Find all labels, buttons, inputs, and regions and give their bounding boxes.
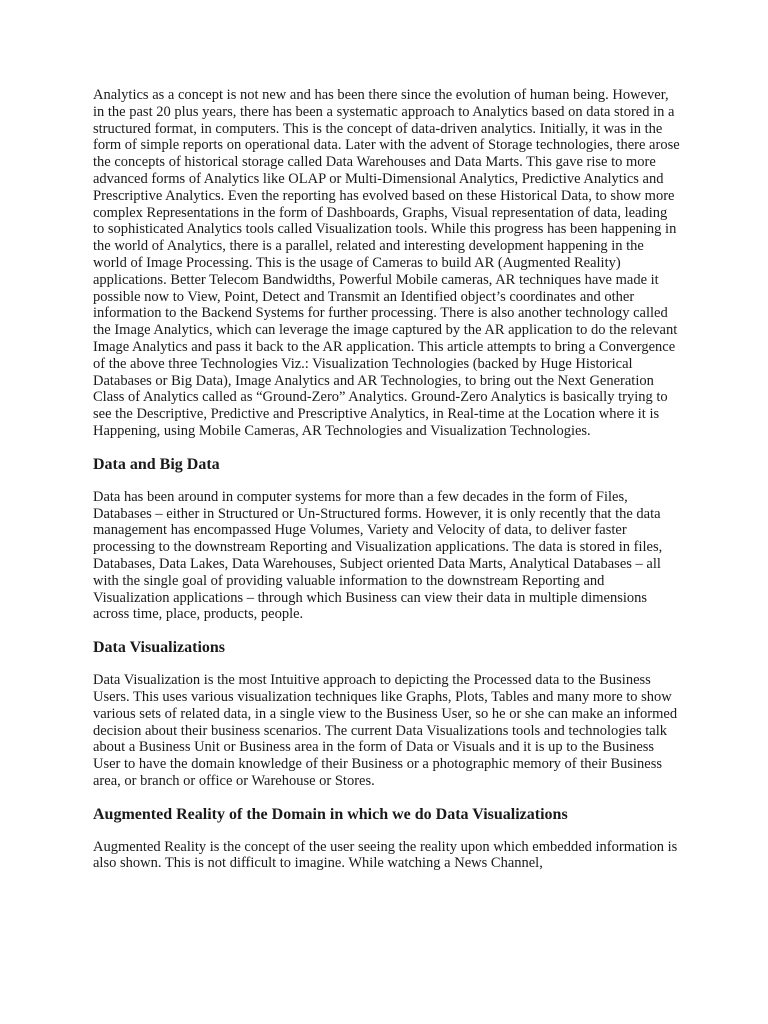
intro-paragraph: Analytics as a concept is not new and has been there since the evolution of human being. However, in the past 20 plus years, there has been a systematic approach to Analytics based on data stored in a structured format, in computers. This is the concept of data-driven analytics. Initially, it was in the form of simple reports on operational data. Later with the advent of Storage technologies, there arose the concepts of historical storage called Data Warehouses and Data Marts. This gave rise to more advanced forms of Analytics like OLAP or Multi-Dimensional Analytics, Predictive Analytics and Prescriptive Analytics. Even the reporting has evolved based on these Historical Data, to show more complex Representations in the form of Dashboards, Graphs, Visual representation of data, leading to sophisticated Analytics tools called Visualization tools. While this progress has been happening in the world of Analytics, there is a parallel, related and interesting development happening in the world of Image Processing. This is the usage of Cameras to build AR (Augmented Reality) applications. Better Telecom Bandwidths, Powerful Mobile cameras, AR techniques have made it possible now to View, Point, Detect and Transmit an Identified object’s coordinates and other information to the Backend Systems for further processing. There is also another technology called the Image Analytics, which can leverage the image captured by the AR application to do the relevant Image Analytics and pass it back to the AR application. This article attempts to bring a Convergence of the above three Technologies Viz.: Visualization Technologies (backed by Huge Historical Databases or Big Data), Image Analytics and AR Technologies, to bring out the Next Generation Class of Analytics called as “Ground-Zero” Analytics. Ground-Zero Analytics is basically trying to see the Descriptive, Predictive and Prescriptive Analytics, in Real-time at the Location where it is Happening, using Mobile Cameras, AR Technologies and Visualization Technologies. [93, 87, 680, 439]
section-heading-augmented-reality: Augmented Reality of the Domain in which we do Data Visualizations [93, 805, 568, 823]
document-body [93, 87, 681, 872]
section-heading-data-and-big-data: Data and Big Data [93, 455, 220, 473]
section-paragraph-augmented-reality: Augmented Reality is the concept of the user seeing the reality upon which embedded information is also shown. This is not difficult to imagine. While watching a News Channel, [93, 838, 678, 872]
section-heading-data-visualizations: Data Visualizations [93, 639, 226, 657]
section-paragraph-data-visualizations: Data Visualization is the most Intuitive approach to depicting the Processed data to the Business Users. This uses various visualization techniques like Graphs, Plots, Tables and many more to show various sets of related data, in a single view to the Business User, so he or she can make an informed decision about their business scenarios. The current Data Visualizations tools and technologies talk about a Business Unit or Business area in the form of Data or Visuals and it is up to the Business User to have the domain knowledge of their Business or a photographic memory of their Business area, or branch or office or Warehouse or Stores. [93, 672, 678, 789]
section-paragraph-data-and-big-data: Data has been around in computer systems for more than a few decades in the form of Files, Databases – either in Structured or Un-Structured forms. However, it is only recently that the data management has encompassed Huge Volumes, Variety and Velocity of data, to deliver faster processing to the downstream Reporting and Visualization applications. The data is stored in files, Databases, Data Lakes, Data Warehouses, Subject oriented Data Marts, Analytical Databases – all with the single goal of providing valuable information to the downstream Reporting and Visualization applications – through which Business can view their data in multiple dimensions across time, place, products, people. [93, 488, 663, 623]
